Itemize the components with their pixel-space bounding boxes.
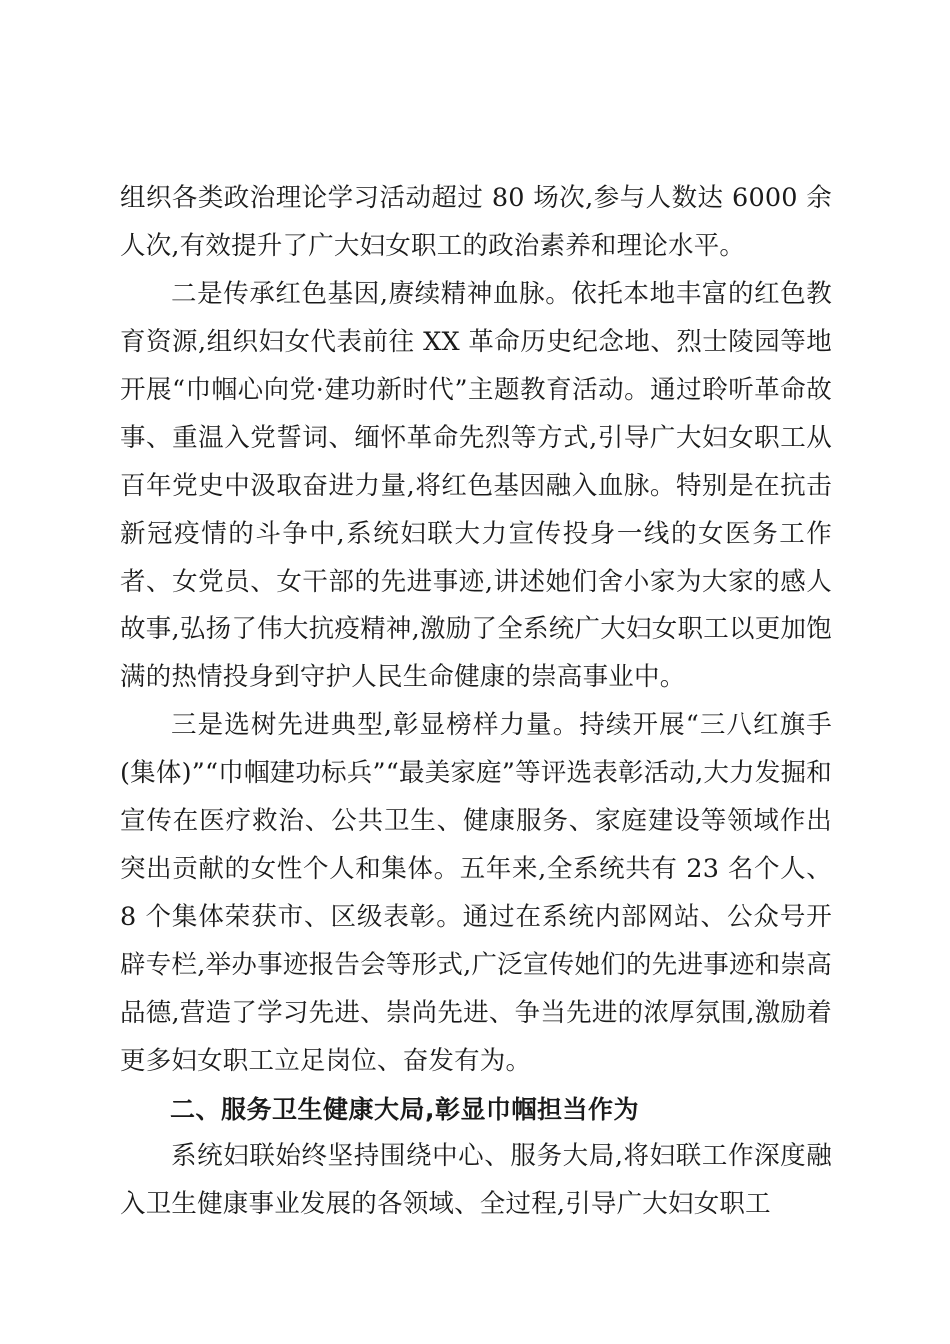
section-heading-2: 二、服务卫生健康大局,彰显巾帼担当作为: [170, 1094, 639, 1124]
paragraph-3: 三是选树先进典型,彰显榜样力量。持续开展“三八红旗手(集体)”“巾帼建功标兵”“最美家庭”等评选表彰活动,大力发掘和宣传在医疗救治、公共卫生、健康服务、家庭建设等领域作出突出贡献的女性个人和集体。五年来,全系统共有 23 名个人、8 个集体荣获市、区级表彰。通过在系统内部网站、公众号开辟专栏,举办事迹报告会等形式,广泛宣传她们的先进事迹和崇高品德,营造了学习先进、崇尚先进、争当先进的浓厚氛围,激励着更多妇女职工立足岗位、奋发有为。: [120, 710, 832, 1076]
paragraph-2: 二是传承红色基因,赓续精神血脉。依托本地丰富的红色教育资源,组织妇女代表前往 XX 革命历史纪念地、烈士陵园等地开展“巾帼心向党·建功新时代”主题教育活动。通过聆听革命故事、重温入党誓词、缅怀革命先烈等方式,引导广大妇女职工从百年党史中汲取奋进力量,将红色基因融入血脉。特别是在抗击新冠疫情的斗争中,系统妇联大力宣传投身一线的女医务工作者、女党员、女干部的先进事迹,讲述她们舍小家为大家的感人故事,弘扬了伟大抗疫精神,激励了全系统广大妇女职工以更加饱满的热情投身到守护人民生命健康的崇高事业中。: [120, 278, 832, 693]
document-body: [120, 175, 832, 1229]
paragraph-4: 系统妇联始终坚持围绕中心、服务大局,将妇联工作深度融入卫生健康事业发展的各领域、全过程,引导广大妇女职工: [120, 1140, 832, 1219]
paragraph-1: 组织各类政治理论学习活动超过 80 场次,参与人数达 6000 余人次,有效提升了广大妇女职工的政治素养和理论水平。: [120, 183, 832, 261]
